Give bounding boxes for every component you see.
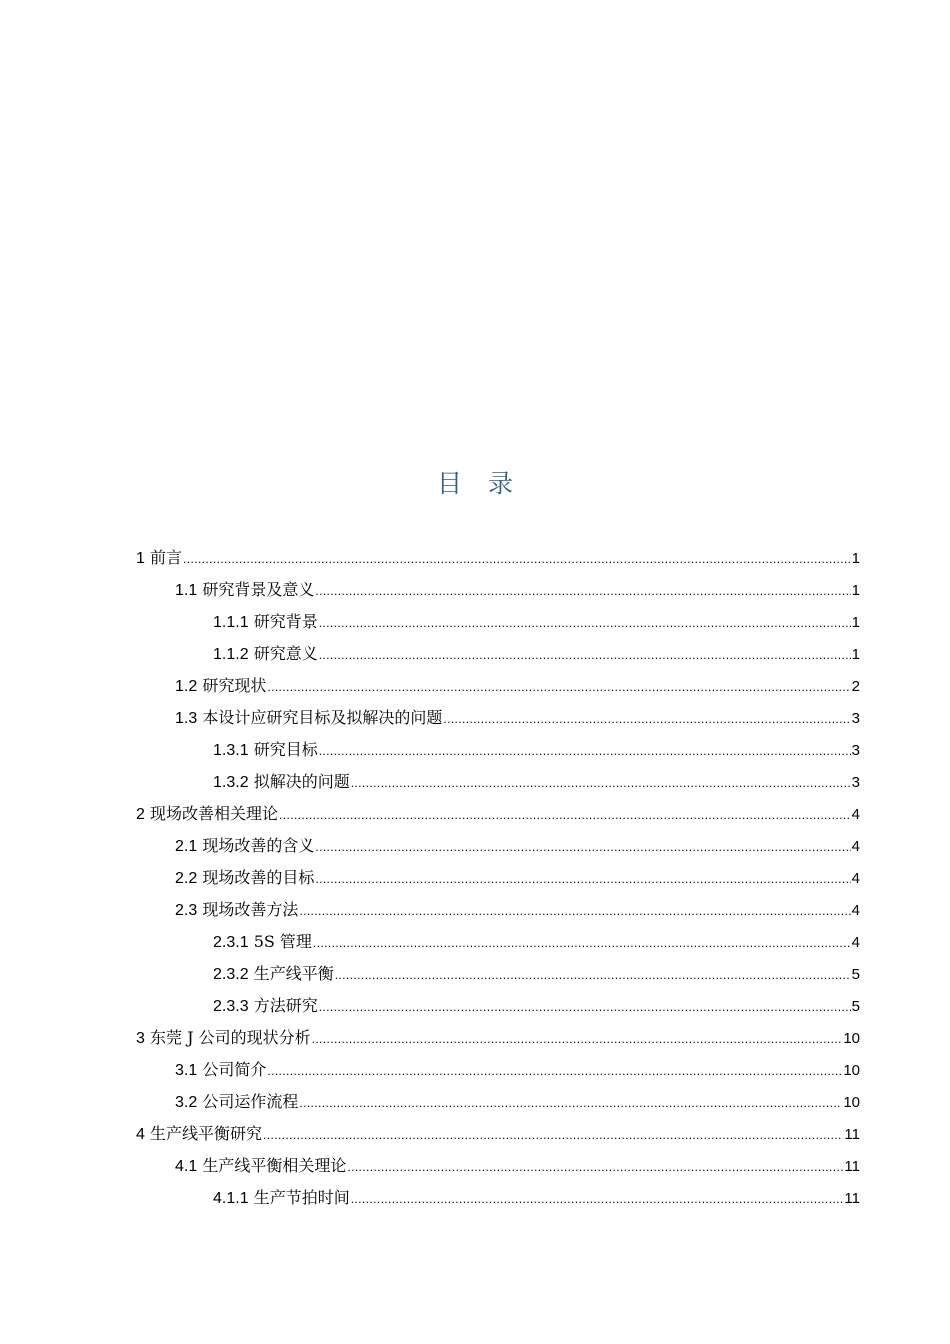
toc-entry[interactable] [0, 734, 860, 766]
toc-entry-page: 3 [851, 774, 860, 791]
toc-entry[interactable] [0, 1118, 860, 1150]
toc-entry-label [175, 830, 314, 863]
toc-dot-leader [319, 734, 851, 767]
toc-dot-leader [351, 1182, 844, 1215]
toc-title-char-2: 录 [488, 469, 514, 498]
toc-dot-leader [299, 1086, 842, 1119]
toc-entry-label [213, 734, 318, 767]
toc-entry-text: 公司简介 [202, 1060, 267, 1079]
toc-entry-label [136, 1118, 262, 1151]
toc-entry[interactable] [0, 1150, 860, 1182]
toc-entry-label [175, 894, 298, 927]
toc-entry-number: 1.3 [175, 710, 198, 727]
toc-dot-leader [351, 766, 851, 799]
toc-entry-label [175, 702, 442, 735]
toc-entry[interactable] [0, 1182, 860, 1214]
toc-entry-text: 研究背景及意义 [202, 580, 315, 599]
toc-entry-number: 2 [136, 806, 145, 823]
toc-entry-page: 5 [851, 966, 860, 983]
toc-entry-label [136, 1022, 311, 1055]
toc-entry-page: 5 [851, 998, 860, 1015]
toc-entry-page: 10 [843, 1062, 860, 1079]
toc-entry-text: 方法研究 [253, 996, 318, 1015]
toc-entry-text: 现场改善的目标 [202, 868, 315, 887]
toc-entry-page: 4 [851, 838, 860, 855]
toc-entry-text: 研究现状 [202, 676, 267, 695]
toc-entry[interactable] [0, 830, 860, 862]
toc-dot-leader [267, 1054, 842, 1087]
toc-dot-leader [313, 926, 851, 959]
toc-entry[interactable] [0, 1022, 860, 1054]
toc-entry-number: 1.3.2 [213, 774, 249, 791]
toc-entry[interactable] [0, 766, 860, 798]
toc-entry[interactable] [0, 542, 860, 574]
toc-entry-page: 11 [844, 1126, 860, 1143]
toc-entry[interactable] [0, 798, 860, 830]
toc-entry-text: 前言 [150, 548, 183, 567]
toc-entry-page: 3 [851, 710, 860, 727]
toc-entry[interactable] [0, 606, 860, 638]
toc-entry-label [175, 574, 314, 607]
toc-dot-leader [183, 542, 851, 575]
toc-entry-number: 4.1.1 [213, 1190, 249, 1207]
toc-entry[interactable] [0, 1054, 860, 1086]
toc-entry-label [175, 1150, 346, 1183]
toc-entry-text: 研究目标 [253, 740, 318, 759]
toc-entry[interactable] [0, 574, 860, 606]
toc-entry-page: 4 [851, 806, 860, 823]
toc-entry-text: 研究意义 [253, 644, 318, 663]
toc-entry-text: 生产节拍时间 [253, 1188, 350, 1207]
toc-entry-page: 10 [843, 1030, 860, 1047]
toc-entry-page: 1 [851, 550, 860, 567]
toc-entry-text: 现场改善方法 [202, 900, 299, 919]
toc-entry-text: 生产线平衡研究 [150, 1124, 263, 1143]
toc-entry-page: 11 [844, 1190, 860, 1207]
toc-entry-page: 4 [851, 870, 860, 887]
toc-entry-label [213, 606, 318, 639]
toc-entry-number: 3.1 [175, 1062, 198, 1079]
toc-entry-label [175, 1054, 266, 1087]
toc-dot-leader [279, 798, 851, 831]
toc-entry-page: 2 [851, 678, 860, 695]
toc-entry-label [136, 542, 182, 575]
toc-entry-label [213, 990, 318, 1023]
toc-entry-text: 本设计应研究目标及拟解决的问题 [202, 708, 443, 727]
toc-dot-leader [319, 638, 851, 671]
toc-entry-number: 2.2 [175, 870, 198, 887]
toc-dot-leader [315, 574, 850, 607]
toc-entry-page: 1 [851, 646, 860, 663]
toc-entry-page: 3 [851, 742, 860, 759]
toc-entry-page: 4 [851, 902, 860, 919]
toc-dot-leader [315, 830, 850, 863]
toc-entry-label [213, 1182, 350, 1215]
toc-entry-number: 4.1 [175, 1158, 198, 1175]
toc-entry[interactable] [0, 1086, 860, 1118]
toc-entry-label [213, 766, 350, 799]
toc-entry-text: 现场改善的含义 [202, 836, 315, 855]
toc-entry-page: 10 [843, 1094, 860, 1111]
toc-entry-number: 1.1.2 [213, 646, 249, 663]
toc-entry-label [175, 670, 266, 703]
toc-dot-leader [319, 990, 851, 1023]
toc-entry-number: 1 [136, 550, 145, 567]
toc-entry-number: 2.3.1 [213, 934, 249, 951]
toc-entry-label [136, 798, 278, 831]
toc-entry-page: 1 [851, 614, 860, 631]
toc-entry[interactable] [0, 670, 860, 702]
toc-entry[interactable] [0, 702, 860, 734]
toc-entry-page: 11 [844, 1158, 860, 1175]
toc-entry-text: 东莞 J 公司的现状分析 [150, 1028, 311, 1047]
toc-dot-leader [263, 1118, 843, 1151]
toc-entry[interactable] [0, 990, 860, 1022]
toc-entry-text: 生产线平衡相关理论 [202, 1156, 347, 1175]
toc-entry-label [213, 926, 312, 959]
toc-entry-label [175, 862, 314, 895]
toc-entry-text: 生产线平衡 [253, 964, 334, 983]
toc-entry-label [213, 958, 334, 991]
toc-entry-number: 2.1 [175, 838, 198, 855]
toc-dot-leader [299, 894, 850, 927]
toc-list [0, 542, 950, 1214]
toc-entry-number: 2.3.3 [213, 998, 249, 1015]
toc-entry-number: 2.3 [175, 902, 198, 919]
toc-dot-leader [315, 862, 850, 895]
toc-entry-label [213, 638, 318, 671]
toc-dot-leader [319, 606, 851, 639]
toc-entry[interactable] [0, 926, 860, 958]
toc-entry-number: 2.3.2 [213, 966, 249, 983]
toc-dot-leader [443, 702, 850, 735]
toc-dot-leader [312, 1022, 843, 1055]
toc-dot-leader [267, 670, 850, 703]
toc-entry-text: 拟解决的问题 [253, 772, 350, 791]
toc-entry-number: 4 [136, 1126, 145, 1143]
toc-entry-page: 1 [851, 582, 860, 599]
toc-entry-number: 3.2 [175, 1094, 198, 1111]
toc-entry-text: 公司运作流程 [202, 1092, 299, 1111]
toc-entry[interactable] [0, 638, 860, 670]
toc-entry-page: 4 [851, 934, 860, 951]
toc-entry-label [175, 1086, 298, 1119]
toc-entry[interactable] [0, 894, 860, 926]
toc-entry-text: 研究背景 [253, 612, 318, 631]
toc-title-char-1: 目 [436, 469, 462, 498]
toc-title [0, 466, 950, 502]
toc-entry-number: 1.1.1 [213, 614, 249, 631]
toc-entry-number: 3 [136, 1030, 145, 1047]
toc-entry-number: 1.3.1 [213, 742, 249, 759]
toc-entry-text: 5S 管理 [253, 932, 312, 951]
toc-entry-number: 1.2 [175, 678, 198, 695]
toc-entry-number: 1.1 [175, 582, 198, 599]
toc-entry[interactable] [0, 862, 860, 894]
toc-entry-text: 现场改善相关理论 [150, 804, 279, 823]
toc-dot-leader [347, 1150, 843, 1183]
toc-entry[interactable] [0, 958, 860, 990]
toc-dot-leader [335, 958, 851, 991]
